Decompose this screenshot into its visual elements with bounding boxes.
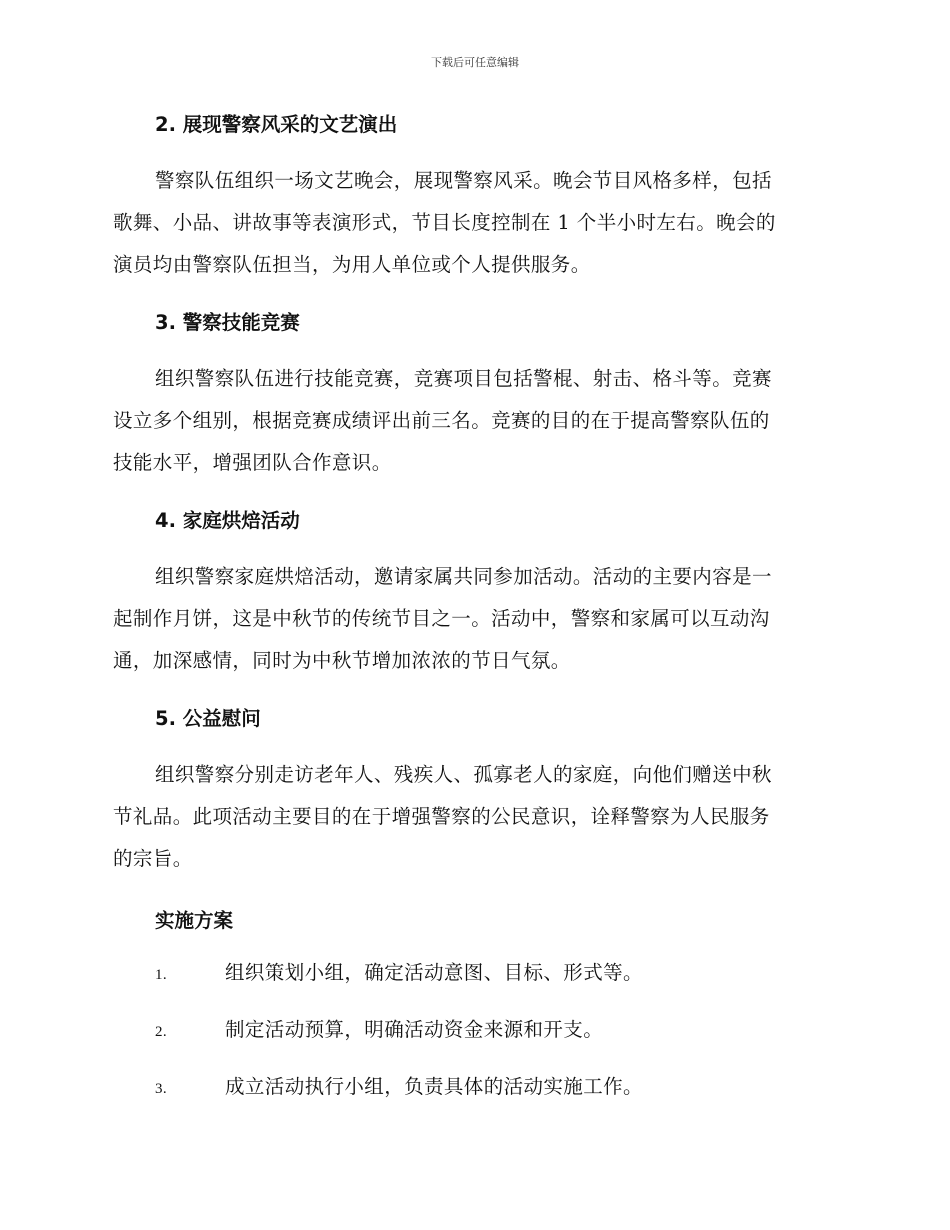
plan-list	[113, 958, 833, 1104]
list-item	[113, 1072, 833, 1104]
paragraph-line: 技能水平，增强团队合作意识。	[113, 451, 392, 474]
list-item	[113, 1015, 833, 1047]
page-header: 下载后可任意编辑	[431, 56, 519, 69]
list-number: 2.	[155, 1024, 168, 1040]
section-heading-2: 2. 展现警察风采的文艺演出	[155, 113, 398, 136]
section-3-paragraph	[113, 358, 833, 484]
paragraph-line: 节礼品。此项活动主要目的在于增强警察的公民意识，诠释警察为人民服务	[113, 805, 770, 828]
paragraph-line: 通，加深感情，同时为中秋节增加浓浓的节日气氛。	[113, 649, 571, 672]
paragraph-line: 的宗旨。	[113, 847, 193, 870]
paragraph-line: 组织警察队伍进行技能竞赛，竞赛项目包括警棍、射击、格斗等。竞赛	[155, 367, 772, 390]
section-2-paragraph	[113, 160, 833, 286]
list-number: 3.	[155, 1081, 168, 1097]
list-text: 制定活动预算，明确活动资金来源和开支。	[225, 1018, 604, 1041]
list-text: 成立活动执行小组，负责具体的活动实施工作。	[225, 1075, 643, 1098]
list-number: 1.	[155, 967, 168, 983]
paragraph-line: 起制作月饼，这是中秋节的传统节目之一。活动中，警察和家属可以互动沟	[113, 607, 770, 630]
list-text: 组织策划小组，确定活动意图、目标、形式等。	[225, 961, 643, 984]
paragraph-line: 组织警察家庭烘焙活动，邀请家属共同参加活动。活动的主要内容是一	[155, 565, 772, 588]
paragraph-line: 组织警察分别走访老年人、残疾人、孤寡老人的家庭，向他们赠送中秋	[155, 763, 772, 786]
paragraph-line: 警察队伍组织一场文艺晚会，展现警察风采。晚会节目风格多样，包括	[155, 169, 772, 192]
list-item	[113, 958, 833, 990]
paragraph-line: 歌舞、小品、讲故事等表演形式，节目长度控制在 1 个半小时左右。晚会的	[113, 211, 776, 234]
document-body	[113, 110, 833, 1104]
section-heading-4: 4. 家庭烘焙活动	[155, 509, 300, 532]
paragraph-line: 设立多个组别，根据竞赛成绩评出前三名。竞赛的目的在于提高警察队伍的	[113, 409, 770, 432]
section-5-paragraph	[113, 754, 833, 880]
section-heading-5: 5. 公益慰问	[155, 707, 261, 730]
section-heading-3: 3. 警察技能竞赛	[155, 311, 300, 334]
section-4-paragraph	[113, 556, 833, 682]
paragraph-line: 演员均由警察队伍担当，为用人单位或个人提供服务。	[113, 253, 591, 276]
plan-heading: 实施方案	[155, 909, 234, 932]
